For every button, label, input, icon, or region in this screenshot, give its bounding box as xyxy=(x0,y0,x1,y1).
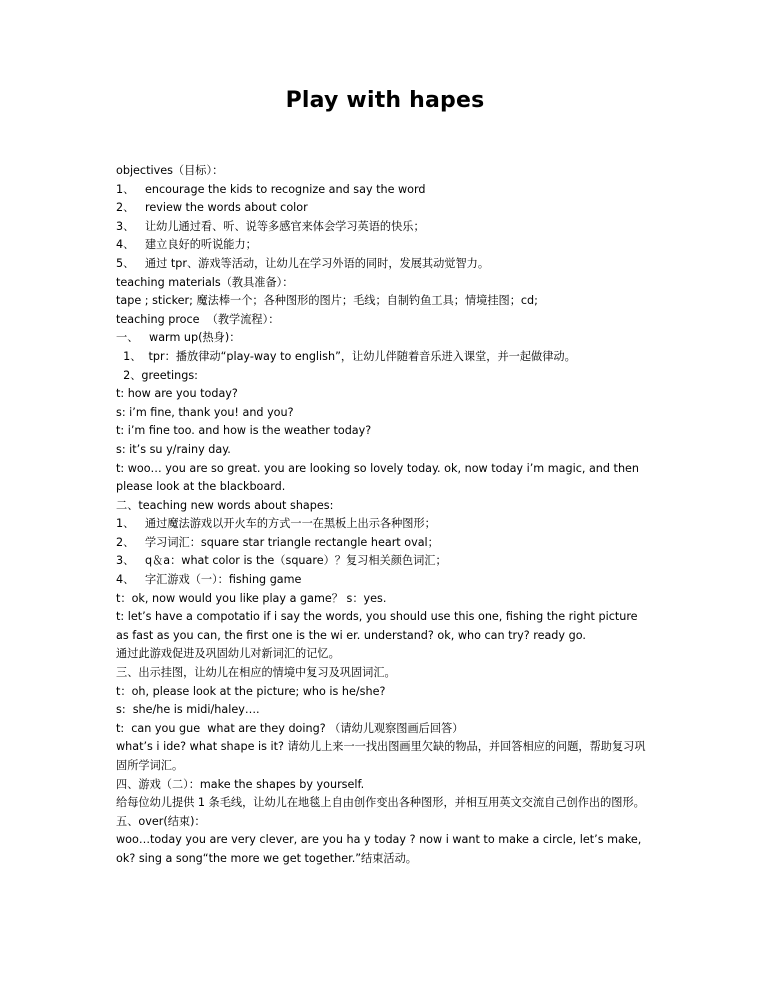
line-picture-dialog-2: s: she/he is midi/haley…. xyxy=(116,703,260,717)
line-dialog-4: s: it’s su y/rainy day. xyxy=(116,442,231,456)
line-materials-list: tape ; sticker; 魔法棒一个；各种图形的图片；毛线；自制钓鱼工具；情境挂图；cd; xyxy=(116,294,538,308)
line-dialog-5: t: woo… you are so great. you are looking so lovely today. ok, now today i’m magic, and then please look at the blackboard. xyxy=(116,461,640,494)
line-game2-description: 给每位幼儿提供 1 条毛线，让幼儿在地毯上自由创作变出各种图形，并相互用英文交流自己创作出的图形。 xyxy=(116,796,645,810)
line-tpr: 1、 tpr：播放律动“play-way to english”，让幼儿伴随着音乐进入课堂，并一起做律动。 xyxy=(116,349,576,363)
line-picture-dialog-3: t: can you gue what are they doing? （请幼儿观察图画后回答） xyxy=(116,721,464,735)
line-warm-up: 一、 warm up(热身)： xyxy=(116,331,241,345)
line-greetings: 2、greetings: xyxy=(116,368,198,382)
line-closing: woo…today you are very clever, are you ha y today ? now i want to make a circle, let’s make, ok? sing a song“the more we get together.”结束活动。 xyxy=(116,833,642,865)
line-dialog-1: t: how are you today? xyxy=(116,387,238,401)
line-dialog-3: t: i’m fine too. and how is the weather today? xyxy=(116,424,372,438)
line-objective-5: 5、 通过 tpr、游戏等活动，让幼儿在学习外语的同时，发展其动觉智力。 xyxy=(116,256,490,270)
line-over-heading: 五、over(结束)： xyxy=(116,814,206,828)
line-game2-heading: 四、游戏（二）：make the shapes by yourself. xyxy=(116,777,365,791)
line-objective-4: 4、 建立良好的听说能力； xyxy=(116,238,257,252)
line-objective-3: 3、 让幼儿通过看、听、说等多感官来体会学习英语的快乐； xyxy=(116,219,425,233)
line-materials-heading: teaching materials（教具准备）： xyxy=(116,275,294,289)
line-step-3: 3、 q＆a：what color is the（square）？复习相关颜色词汇； xyxy=(116,554,447,568)
line-picture-heading: 三、出示挂图，让幼儿在相应的情境中复习及巩固词汇。 xyxy=(116,666,396,680)
line-game-dialog-2: t: let’s have a compotatio if i say the words, you should use this one, fishing the right picture as fast as you can, the first one is the wi er. understand? ok, who can try? ready go. xyxy=(116,610,638,642)
line-dialog-2: s: i’m fine, thank you! and you? xyxy=(116,405,294,419)
line-step-4: 4、 字汇游戏（一）：fishing game xyxy=(116,573,302,587)
document-body xyxy=(116,162,652,869)
line-step-1: 1、 通过魔法游戏以开火车的方式一一在黑板上出示各种图形； xyxy=(116,517,436,531)
line-objective-1: 1、 encourage the kids to recognize and say the word xyxy=(116,182,426,196)
line-objectives-heading: objectives（目标）： xyxy=(116,164,224,177)
line-new-words-heading: 二、teaching new words about shapes: xyxy=(116,498,334,512)
line-step-2: 2、 学习词汇：square star triangle rectangle heart oval； xyxy=(116,535,439,549)
line-game-dialog-1: t：ok, now would you like play a game？ s：yes. xyxy=(116,591,387,605)
line-picture-dialog-1: t：oh, please look at the picture; who is he/she? xyxy=(116,684,386,698)
document-title: Play with hapes xyxy=(285,88,485,113)
line-picture-dialog-4: what’s i ide? what shape is it? 请幼儿上来一一找出图画里欠缺的物品，并回答相应的问题，帮助复习巩固所学词汇。 xyxy=(116,740,646,772)
line-objective-2: 2、 review the words about color xyxy=(116,201,308,215)
line-procedure-heading: teaching proce （教学流程）： xyxy=(116,312,280,326)
line-game-note: 通过此游戏促进及巩固幼儿对新词汇的记忆。 xyxy=(116,647,340,661)
